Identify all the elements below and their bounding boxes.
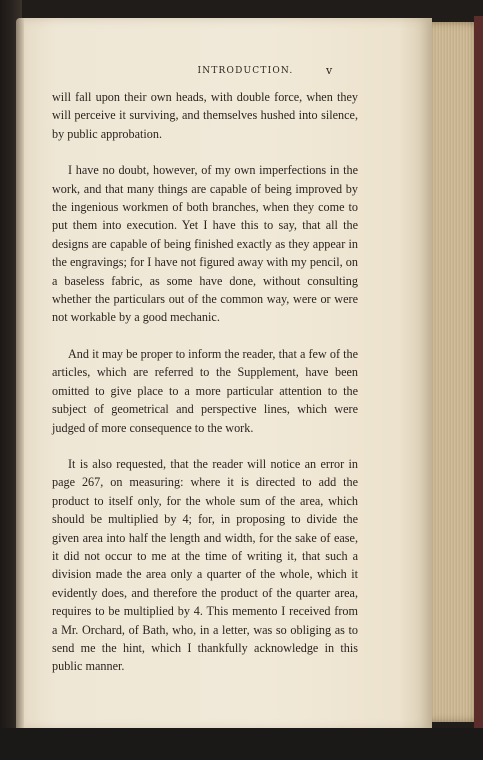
paragraph-2: I have no doubt, however, of my own imperfections in the work, and that many things are capable of being improved by the ingenious workmen of both branches, when they come to put them into execution. Yet I have this to say, that all the designs are capable of being finished exactly as they appear in the engravings; for I have not figured away with my pencil, on a baseless fabric, as some have done, without consulting whether the particulars out of the common way, were or were not workable by a good mechanic. [52,163,358,325]
paragraph-4: It is also requested, that the reader will notice an error in page 267, on measuring: where it is directed to add the product to itself only, for the whole sum of the area, which should be multiplied by 4; for, in proposing to divide the given area into half the length and width, for the sake of ease, it did not occur to me at the time of writing it, that such a division made the area only a quarter of the whole, which it evidently does, and therefore the product of the quarter area, requires to be multiplied by 4. This memento I received from a Mr. Orchard, of Bath, who, in a letter, was so obliging as to send me the hint, which I thankfully acknowledge in this public manner. [52,456,358,674]
page-mark: v [326,64,333,77]
paragraph-3: And it may be proper to inform the reader, that a few of the articles, which are referred to the Supplement, have been omitted to give place to a more particular attention to the subject of geometrical and perspective lines, which were judged of more consequence to the work. [52,346,358,435]
right-page-edges [430,22,480,722]
body-text [52,88,358,694]
running-head: INTRODUCTION. [197,66,294,76]
bottom-shadow [0,728,483,760]
paragraph-1: will fall upon their own heads, with double force, when they will perceive it surviving, and themselves hushed into silence, by public approbation. [52,90,358,141]
book-cover-edge [474,16,483,728]
